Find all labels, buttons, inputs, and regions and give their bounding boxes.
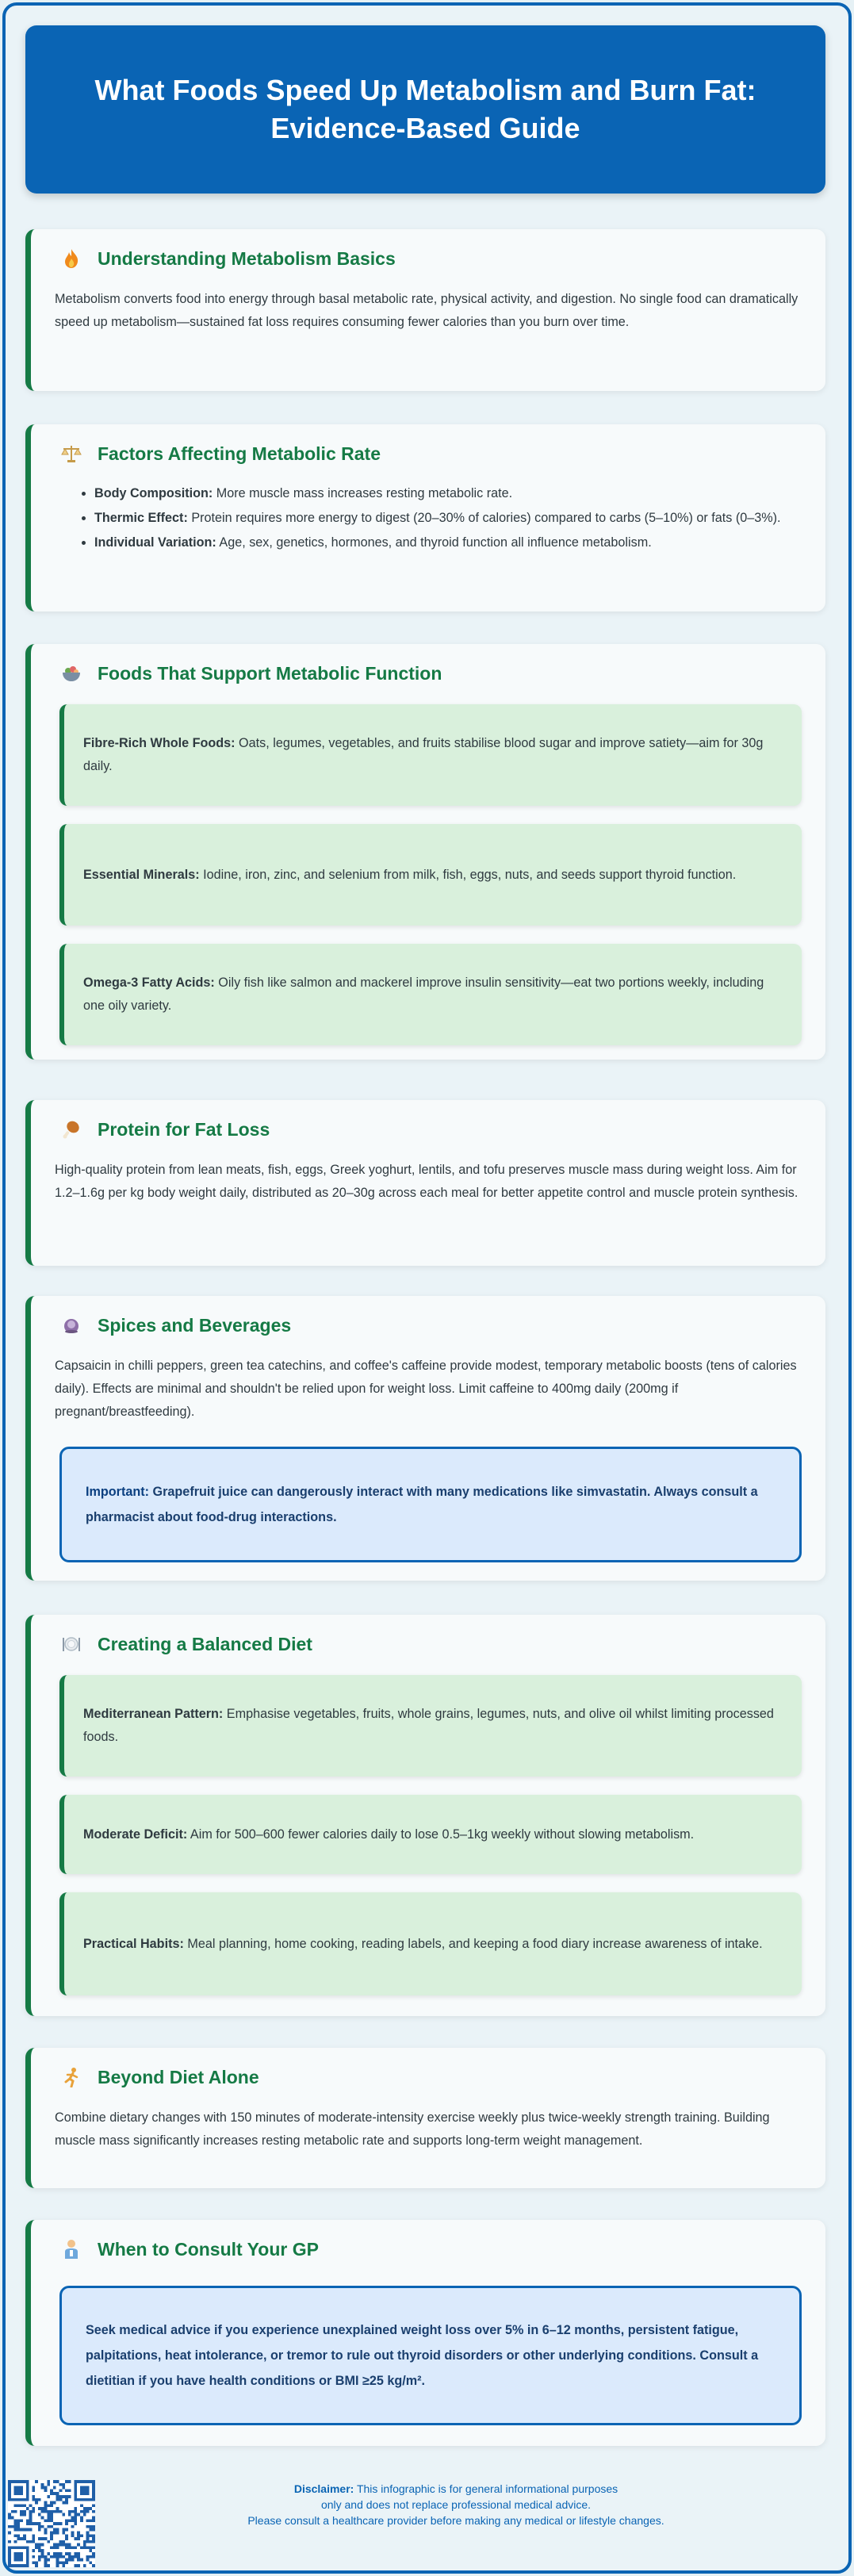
diet-card: Mediterranean Pattern: Emphasise vegetables, fruits, whole grains, legumes, nuts, and olive oil whilst limiting processed foods. <box>59 1675 802 1777</box>
drumstick-icon <box>61 1119 82 1140</box>
section-text: Combine dietary changes with 150 minutes of moderate-intensity exercise weekly plus twice-weekly strength training. Building muscle mass significantly increases resting metabolic rate and supports long-term weight management. <box>55 2110 770 2148</box>
section-beyond-diet <box>25 2048 825 2188</box>
page-title-line2: Evidence-Based Guide <box>270 112 580 144</box>
diet-card: Moderate Deficit: Aim for 500–600 fewer calories daily to lose 0.5–1kg weekly without slowing metabolism. <box>59 1795 802 1874</box>
runner-icon <box>61 2067 82 2087</box>
section-protein <box>25 1100 825 1266</box>
disclaimer: Disclaimer: This infographic is for general informational purposes only and does not replace professional medical advice. Please consult a healthcare provider before making any medical or lifestyle changes. <box>247 2482 664 2527</box>
fire-icon <box>61 248 82 269</box>
section-metabolism-basics <box>25 229 825 391</box>
doctor-icon <box>61 2239 82 2260</box>
section-consult-gp <box>25 2220 825 2446</box>
section-title: Understanding Metabolism Basics <box>98 247 396 269</box>
section-text: High-quality protein from lean meats, fish, eggs, Greek yoghurt, lentils, and tofu preserves muscle mass during weight loss. Aim for 1.2–1.6g per kg body weight daily, distributed as 20–30g across each meal for better appetite control and muscle protein synthesis. <box>55 1163 798 1200</box>
section-text: Metabolism converts food into energy through basal metabolic rate, physical activity, and digestion. No single food can dramatically speed up metabolism—sustained fat loss requires consuming fewer calories than you burn over time. <box>55 292 798 329</box>
gp-alert: Seek medical advice if you experience unexplained weight loss over 5% in 6–12 months, persistent fatigue, palpitations, heat intolerance, or tremor to rule out thyroid disorders or other underlying conditions. Consult a dietitian if you have health conditions or BMI ≥25 kg/m². <box>59 2286 802 2425</box>
bowl-icon <box>61 663 82 684</box>
scale-icon <box>61 443 82 464</box>
list-item: • Individual Variation: Age, sex, genetics, hormones, and thyroid function all influence metabolism. <box>94 532 802 554</box>
page-title-line1: What Foods Speed Up Metabolism and Burn Fat: <box>94 74 756 106</box>
plate-icon <box>61 1634 82 1654</box>
section-text: Capsaicin in chilli peppers, green tea catechins, and coffee's caffeine provide modest, temporary metabolic boosts (tens of calories daily). Effects are minimal and shouldn't be relied upon for weight loss. Limit caffeine to 400mg daily (200mg if pregnant/breastfeeding). <box>55 1359 797 1419</box>
section-title: When to Consult Your GP <box>98 2238 319 2260</box>
section-title: Beyond Diet Alone <box>98 2066 259 2087</box>
qr-code-icon <box>8 2480 95 2567</box>
page-title <box>94 71 756 148</box>
diet-card: Practical Habits: Meal planning, home cooking, reading labels, and keeping a food diary increase awareness of intake. <box>59 1892 802 1995</box>
page-header <box>25 25 825 194</box>
section-foods <box>25 644 825 1060</box>
food-card: Fibre-Rich Whole Foods: Oats, legumes, vegetables, and fruits stabilise blood sugar and improve satiety—aim for 30g daily. <box>59 704 802 806</box>
list-item: • Thermic Effect: Protein requires more energy to digest (20–30% of calories) compared to carbs (5–10%) or fats (0–3%). <box>94 508 802 529</box>
section-factors <box>25 424 825 611</box>
food-card: Essential Minerals: Iodine, iron, zinc, and selenium from milk, fish, eggs, nuts, and seeds support thyroid function. <box>59 824 802 926</box>
important-alert: Important: Grapefruit juice can dangerously interact with many medications like simvastatin. Always consult a pharmacist about food-drug interactions. <box>59 1447 802 1562</box>
section-title: Foods That Support Metabolic Function <box>98 662 442 684</box>
factor-list <box>55 483 802 554</box>
section-title: Spices and Beverages <box>98 1314 292 1336</box>
section-title: Creating a Balanced Diet <box>98 1633 312 1654</box>
tea-cup-icon <box>61 1315 82 1336</box>
section-balanced-diet <box>25 1615 825 2016</box>
section-spices <box>25 1296 825 1581</box>
section-title: Protein for Fat Loss <box>98 1118 270 1140</box>
food-card: Omega-3 Fatty Acids: Oily fish like salmon and mackerel improve insulin sensitivity—eat two portions weekly, including one oily variety. <box>59 944 802 1045</box>
list-item: • Body Composition: More muscle mass increases resting metabolic rate. <box>94 483 802 504</box>
section-title: Factors Affecting Metabolic Rate <box>98 443 381 464</box>
